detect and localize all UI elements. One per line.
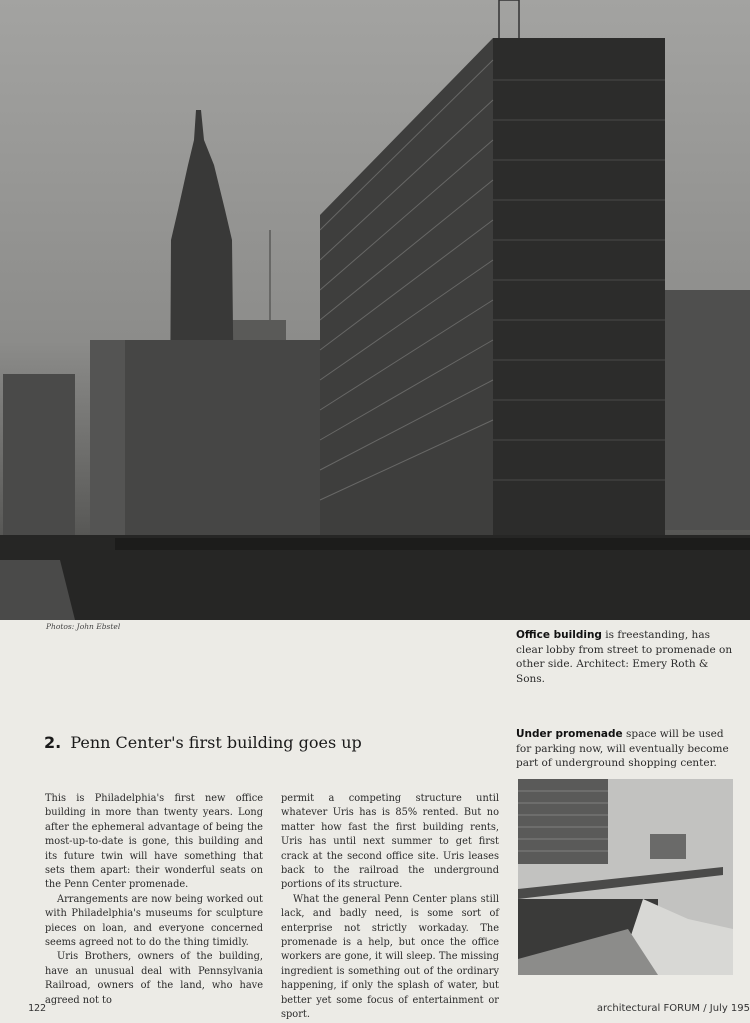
caption-lead: Office building xyxy=(516,629,602,641)
caption-text: is freestanding, has clear lobby from street to promenade on other side. Architect: Emery Roth & Sons. xyxy=(516,629,733,685)
article-title: Penn Center's first building goes up xyxy=(70,733,362,752)
photo-credit: Photos: John Ebstel xyxy=(46,622,121,631)
paragraph: Uris Brothers, owners of the building, have an unusual deal with Pennsylvania Railroad, owners of the land, who have agreed not to xyxy=(45,951,263,1006)
article-column-2 xyxy=(281,792,499,1023)
under-promenade-caption xyxy=(516,727,738,771)
caption-text: space will be used for parking now, will eventually become part of underground shopping center. xyxy=(516,728,729,769)
paragraph: What the general Penn Center plans still lack, and badly need, is some sort of enterprise not strictly workaday. The promenade is a help, but once the office workers are gone, it will sleep. The missing ingredient is something out of the ordinary happening, if only the splash of water, but better yet some focus of entertainment or sport. xyxy=(281,893,499,1021)
caption-lead: Under promenade xyxy=(516,728,623,740)
page-number: 122 xyxy=(28,1003,47,1014)
under-promenade-photo xyxy=(518,779,733,975)
article-number: 2. xyxy=(44,733,62,752)
paragraph: permit a competing structure until whatever Uris has is 85% rented. But no matter how fast the first building rents, Uris has until next summer to get first crack at the second office site. Uris leases back to the railroad the underground portions of its structure. xyxy=(281,793,499,891)
office-building-caption xyxy=(516,628,738,686)
magazine-footer: architectural FORUM / July 195 xyxy=(596,1003,750,1014)
paragraph: This is Philadelphia's first new office building in more than twenty years. Long after the ephemeral advantage of being the most-up-to-date is gone, this building and its future twin will have something that sets them apart: their wonderful seats on the Penn Center promenade. xyxy=(45,793,263,891)
article-headline xyxy=(44,733,484,752)
article-column-1 xyxy=(45,792,263,1008)
paragraph: Arrangements are now being worked out with Philadelphia's museums for sculpture pieces on loan, and everyone concerned seems agreed not to do the thing timidly. xyxy=(45,893,263,949)
